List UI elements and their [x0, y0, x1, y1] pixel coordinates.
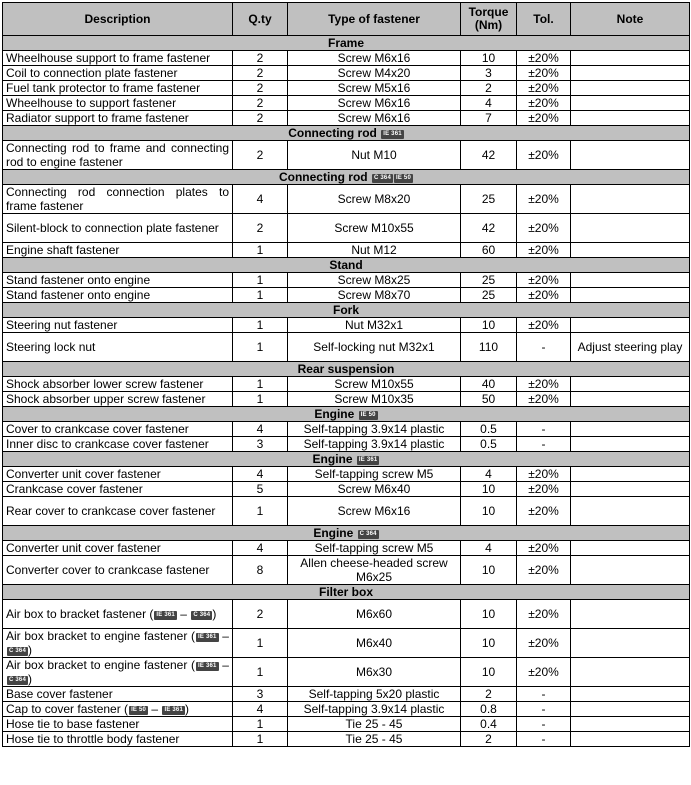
section-title: Connecting rod: [288, 126, 377, 140]
table-row: [3, 422, 690, 437]
cell-qty: 2: [233, 600, 288, 629]
cell-description: Inner disc to crankcase cover fastener: [3, 437, 233, 452]
table-row: [3, 111, 690, 126]
model-badge: IE 50: [360, 412, 376, 418]
cell-description: Coil to connection plate fastener: [3, 66, 233, 81]
cell-tol: ±20%: [517, 111, 571, 126]
cell-fastener-type: Screw M6x16: [288, 111, 461, 126]
table-row: [3, 392, 690, 407]
cell-qty: 1: [233, 243, 288, 258]
cell-fastener-type: Tie 25 - 45: [288, 717, 461, 732]
cell-note: [571, 214, 690, 243]
table-row: [3, 732, 690, 747]
cell-tol: ±20%: [517, 96, 571, 111]
cell-torque: 0.8: [461, 702, 517, 717]
cell-description: Converter unit cover fastener: [3, 541, 233, 556]
table-row: [3, 437, 690, 452]
cell-tol: ±20%: [517, 377, 571, 392]
model-badge: IE 361: [383, 131, 402, 137]
cell-torque: 0.5: [461, 422, 517, 437]
section-title: Stand: [3, 258, 690, 273]
cell-fastener-type: Nut M32x1: [288, 318, 461, 333]
section-title: Rear suspension: [3, 362, 690, 377]
cell-qty: 2: [233, 51, 288, 66]
cell-fastener-type: Nut M10: [288, 141, 461, 170]
table-row: [3, 185, 690, 214]
cell-description: Connecting rod to frame and connecting rod to engine fastener: [3, 141, 233, 170]
cell-fastener-type: Tie 25 - 45: [288, 732, 461, 747]
badge-separator: –: [180, 607, 187, 621]
table-row: [3, 482, 690, 497]
cell-qty: 1: [233, 318, 288, 333]
header-torque-line2: (Nm): [474, 18, 503, 32]
cell-torque: 2: [461, 81, 517, 96]
cell-description: Shock absorber lower screw fastener: [3, 377, 233, 392]
cell-qty: 1: [233, 333, 288, 362]
cell-fastener-type: Self-tapping screw M5: [288, 467, 461, 482]
cell-qty: 2: [233, 96, 288, 111]
cell-qty: 4: [233, 467, 288, 482]
cell-qty: 1: [233, 273, 288, 288]
cell-note: [571, 717, 690, 732]
cell-description: Stand fastener onto engine: [3, 288, 233, 303]
section-engine-c364: [3, 526, 690, 541]
cell-tol: ±20%: [517, 658, 571, 687]
cell-qty: 1: [233, 392, 288, 407]
cell-description: [3, 629, 233, 658]
cell-qty: 2: [233, 141, 288, 170]
cell-description: Base cover fastener: [3, 687, 233, 702]
table-row: [3, 629, 690, 658]
cell-note: [571, 111, 690, 126]
cell-tol: -: [517, 333, 571, 362]
model-badge: C 364: [359, 531, 377, 537]
section-connecting-rod-c364-ie50: [3, 170, 690, 185]
section-title: Engine: [314, 407, 355, 421]
model-badge: C 364: [9, 648, 27, 654]
model-badge: C 364: [193, 612, 211, 618]
model-badge: IE 50: [131, 707, 147, 713]
cell-qty: 2: [233, 214, 288, 243]
cell-qty: 3: [233, 437, 288, 452]
cell-torque: 42: [461, 214, 517, 243]
description-text: Air box bracket to engine fastener (: [6, 629, 196, 643]
cell-torque: 25: [461, 273, 517, 288]
cell-tol: -: [517, 702, 571, 717]
cell-note: [571, 81, 690, 96]
cell-fastener-type: Allen cheese-headed screw M6x25: [288, 556, 461, 585]
cell-torque: 42: [461, 141, 517, 170]
cell-torque: 7: [461, 111, 517, 126]
cell-torque: 50: [461, 392, 517, 407]
section-title: Frame: [3, 36, 690, 51]
cell-qty: 1: [233, 288, 288, 303]
section-frame: [3, 36, 690, 51]
cell-qty: 4: [233, 422, 288, 437]
table-body: [3, 36, 690, 747]
torque-table: [2, 2, 690, 747]
cell-description: [3, 600, 233, 629]
cell-description: [3, 658, 233, 687]
table-row: [3, 687, 690, 702]
cell-tol: ±20%: [517, 556, 571, 585]
cell-tol: ±20%: [517, 214, 571, 243]
cell-note: [571, 702, 690, 717]
cell-torque: 2: [461, 687, 517, 702]
cell-torque: 2: [461, 732, 517, 747]
cell-tol: -: [517, 437, 571, 452]
table-row: [3, 658, 690, 687]
cell-torque: 10: [461, 658, 517, 687]
cell-fastener-type: Screw M10x35: [288, 392, 461, 407]
badge-separator: –: [222, 629, 229, 643]
model-badge: IE 361: [156, 612, 175, 618]
section-cell: [3, 170, 690, 185]
cell-qty: 1: [233, 629, 288, 658]
cell-tol: ±20%: [517, 66, 571, 81]
cell-qty: 2: [233, 66, 288, 81]
cell-tol: ±20%: [517, 629, 571, 658]
cell-fastener-type: Nut M12: [288, 243, 461, 258]
cell-fastener-type: M6x40: [288, 629, 461, 658]
cell-description: Converter cover to crankcase fastener: [3, 556, 233, 585]
header-qty: Q.ty: [233, 3, 288, 36]
cell-torque: 10: [461, 600, 517, 629]
cell-fastener-type: Self-tapping 3.9x14 plastic: [288, 422, 461, 437]
cell-torque: 10: [461, 497, 517, 526]
cell-torque: 4: [461, 467, 517, 482]
cell-note: [571, 288, 690, 303]
table-row: [3, 702, 690, 717]
cell-note: [571, 392, 690, 407]
cell-note: [571, 482, 690, 497]
cell-note: [571, 658, 690, 687]
table-row: [3, 541, 690, 556]
cell-note: [571, 96, 690, 111]
model-badge: IE 361: [198, 663, 217, 669]
table-row: [3, 333, 690, 362]
cell-tol: ±20%: [517, 273, 571, 288]
cell-description: Engine shaft fastener: [3, 243, 233, 258]
cell-torque: 10: [461, 556, 517, 585]
cell-description: Connecting rod connection plates to frame fastener: [3, 185, 233, 214]
cell-description: Cover to crankcase cover fastener: [3, 422, 233, 437]
table-row: [3, 81, 690, 96]
table-row: [3, 467, 690, 482]
cell-fastener-type: Screw M6x16: [288, 497, 461, 526]
cell-torque: 0.4: [461, 717, 517, 732]
cell-torque: 60: [461, 243, 517, 258]
section-cell: [3, 526, 690, 541]
section-filter-box: [3, 585, 690, 600]
cell-note: [571, 318, 690, 333]
header-row: [3, 3, 690, 36]
section-title: Fork: [3, 303, 690, 318]
cell-note: [571, 243, 690, 258]
table-row: [3, 497, 690, 526]
table-row: [3, 214, 690, 243]
cell-note: [571, 66, 690, 81]
section-connecting-rod-ie361: [3, 126, 690, 141]
cell-torque: 10: [461, 629, 517, 658]
cell-note: [571, 437, 690, 452]
cell-tol: ±20%: [517, 497, 571, 526]
cell-note: [571, 541, 690, 556]
cell-qty: 2: [233, 81, 288, 96]
table-row: [3, 243, 690, 258]
cell-description: Stand fastener onto engine: [3, 273, 233, 288]
cell-description: Converter unit cover fastener: [3, 467, 233, 482]
badge-separator: –: [222, 658, 229, 672]
model-badge: C 364: [9, 677, 27, 683]
cell-torque: 4: [461, 96, 517, 111]
cell-fastener-type: Self-locking nut M32x1: [288, 333, 461, 362]
cell-qty: 1: [233, 658, 288, 687]
cell-tol: ±20%: [517, 318, 571, 333]
section-stand: [3, 258, 690, 273]
cell-description: Wheelhouse support to frame fastener: [3, 51, 233, 66]
cell-fastener-type: Screw M6x40: [288, 482, 461, 497]
cell-qty: 1: [233, 717, 288, 732]
header-description: Description: [3, 3, 233, 36]
cell-note: [571, 141, 690, 170]
cell-note: [571, 51, 690, 66]
section-cell: [3, 126, 690, 141]
cell-fastener-type: Screw M8x25: [288, 273, 461, 288]
cell-tol: ±20%: [517, 482, 571, 497]
model-badge: C 364: [373, 175, 391, 181]
section-title: Filter box: [3, 585, 690, 600]
table-row: [3, 96, 690, 111]
cell-description: Hose tie to throttle body fastener: [3, 732, 233, 747]
cell-fastener-type: M6x30: [288, 658, 461, 687]
description-end: ): [212, 607, 217, 621]
cell-qty: 4: [233, 702, 288, 717]
cell-qty: 5: [233, 482, 288, 497]
table-row: [3, 600, 690, 629]
cell-note: [571, 185, 690, 214]
cell-torque: 3: [461, 66, 517, 81]
cell-tol: ±20%: [517, 467, 571, 482]
cell-description: Shock absorber upper screw fastener: [3, 392, 233, 407]
cell-torque: 10: [461, 482, 517, 497]
cell-tol: ±20%: [517, 51, 571, 66]
table-row: [3, 51, 690, 66]
cell-fastener-type: Screw M6x16: [288, 96, 461, 111]
cell-qty: 1: [233, 377, 288, 392]
cell-tol: ±20%: [517, 243, 571, 258]
table-row: [3, 273, 690, 288]
cell-description: Rear cover to crankcase cover fastener: [3, 497, 233, 526]
model-badge: IE 50: [396, 175, 412, 181]
cell-fastener-type: Screw M10x55: [288, 377, 461, 392]
section-cell: [3, 452, 690, 467]
cell-note: [571, 600, 690, 629]
cell-tol: -: [517, 732, 571, 747]
table-row: [3, 288, 690, 303]
cell-note: [571, 273, 690, 288]
section-cell: [3, 407, 690, 422]
cell-fastener-type: Screw M10x55: [288, 214, 461, 243]
section-engine-ie361: [3, 452, 690, 467]
cell-torque: 10: [461, 51, 517, 66]
cell-fastener-type: Screw M5x16: [288, 81, 461, 96]
description-end: ): [28, 643, 33, 657]
cell-description: Radiator support to frame fastener: [3, 111, 233, 126]
cell-description: Crankcase cover fastener: [3, 482, 233, 497]
cell-note: [571, 467, 690, 482]
badge-separator: –: [151, 702, 159, 716]
cell-torque: 4: [461, 541, 517, 556]
header-tol: Tol.: [517, 3, 571, 36]
cell-torque: 25: [461, 185, 517, 214]
model-badge: IE 361: [358, 457, 378, 463]
description-text: Cap to cover fastener (: [6, 702, 129, 716]
cell-fastener-type: Screw M6x16: [288, 51, 461, 66]
cell-fastener-type: Self-tapping 3.9x14 plastic: [288, 702, 461, 717]
table-row: [3, 66, 690, 81]
cell-qty: 3: [233, 687, 288, 702]
cell-description: Steering nut fastener: [3, 318, 233, 333]
section-title: Engine: [312, 452, 353, 466]
table-row: [3, 377, 690, 392]
cell-qty: 1: [233, 497, 288, 526]
cell-note: [571, 497, 690, 526]
description-text: Air box bracket to engine fastener (: [6, 658, 196, 672]
cell-fastener-type: Screw M8x70: [288, 288, 461, 303]
cell-qty: 4: [233, 185, 288, 214]
cell-torque: 40: [461, 377, 517, 392]
model-badge: IE 361: [164, 707, 183, 713]
cell-note: [571, 556, 690, 585]
cell-tol: -: [517, 717, 571, 732]
cell-qty: 1: [233, 732, 288, 747]
cell-note: [571, 377, 690, 392]
cell-tol: ±20%: [517, 392, 571, 407]
cell-torque: 10: [461, 318, 517, 333]
cell-fastener-type: Self-tapping screw M5: [288, 541, 461, 556]
cell-torque: 0.5: [461, 437, 517, 452]
cell-tol: ±20%: [517, 141, 571, 170]
cell-description: Silent-block to connection plate fastener: [3, 214, 233, 243]
cell-fastener-type: Screw M4x20: [288, 66, 461, 81]
cell-tol: ±20%: [517, 81, 571, 96]
table-row: [3, 141, 690, 170]
cell-note: [571, 687, 690, 702]
cell-torque: 110: [461, 333, 517, 362]
cell-tol: -: [517, 687, 571, 702]
header-fastener-type: Type of fastener: [288, 3, 461, 36]
cell-fastener-type: Self-tapping 3.9x14 plastic: [288, 437, 461, 452]
cell-tol: ±20%: [517, 185, 571, 214]
cell-description: Steering lock nut: [3, 333, 233, 362]
section-rear-suspension: [3, 362, 690, 377]
cell-tol: ±20%: [517, 288, 571, 303]
header-torque: [461, 3, 517, 36]
cell-tol: -: [517, 422, 571, 437]
table-row: [3, 318, 690, 333]
cell-note: Adjust steering play: [571, 333, 690, 362]
cell-qty: 4: [233, 541, 288, 556]
cell-fastener-type: Screw M8x20: [288, 185, 461, 214]
header-torque-line1: Torque: [468, 5, 509, 19]
cell-note: [571, 422, 690, 437]
description-text: Air box to bracket fastener (: [6, 607, 154, 621]
cell-torque: 25: [461, 288, 517, 303]
cell-description: Wheelhouse to support fastener: [3, 96, 233, 111]
section-fork: [3, 303, 690, 318]
cell-description: Hose tie to base fastener: [3, 717, 233, 732]
section-title: Engine: [313, 526, 354, 540]
description-end: ): [185, 702, 189, 716]
header-note: Note: [571, 3, 690, 36]
cell-description: [3, 702, 233, 717]
cell-tol: ±20%: [517, 541, 571, 556]
cell-fastener-type: Self-tapping 5x20 plastic: [288, 687, 461, 702]
table-row: [3, 717, 690, 732]
section-engine-ie50: [3, 407, 690, 422]
cell-qty: 2: [233, 111, 288, 126]
model-badge: IE 361: [198, 634, 217, 640]
section-title: Connecting rod: [278, 170, 368, 184]
cell-qty: 8: [233, 556, 288, 585]
table-row: [3, 556, 690, 585]
description-end: ): [28, 672, 33, 686]
cell-fastener-type: M6x60: [288, 600, 461, 629]
cell-note: [571, 629, 690, 658]
cell-tol: ±20%: [517, 600, 571, 629]
cell-note: [571, 732, 690, 747]
cell-description: Fuel tank protector to frame fastener: [3, 81, 233, 96]
